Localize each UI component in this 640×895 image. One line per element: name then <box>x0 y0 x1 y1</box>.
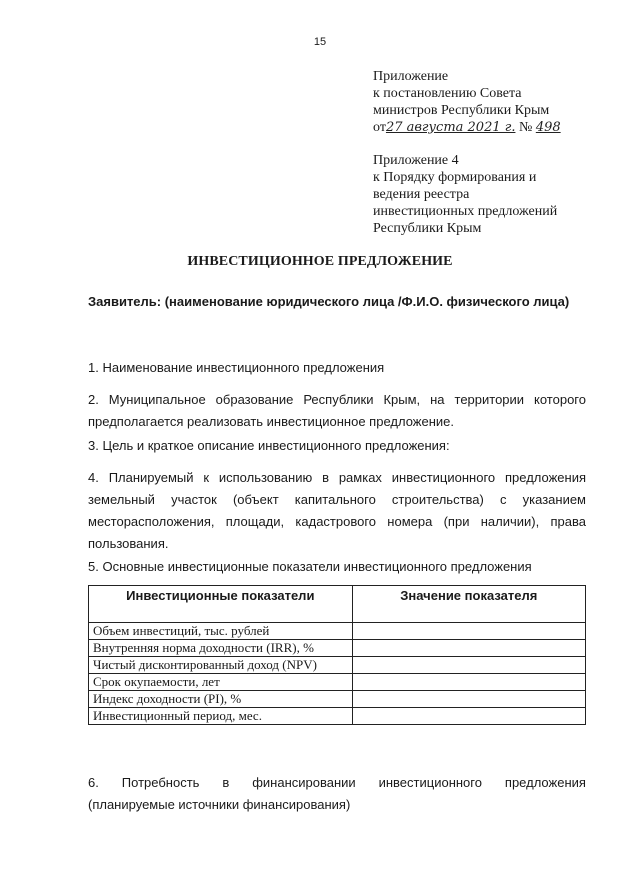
column-header-indicator: Инвестиционные показатели <box>89 586 353 623</box>
item-4: 4. Планируемый к использованию в рамках инвестиционного предложения земельный участок (объект капитального строительства) с указанием месторасположения, площади, кадастрового номера (при наличии), права пользования. <box>88 470 586 551</box>
table-row <box>89 623 586 640</box>
handwritten-number: 498 <box>535 120 561 135</box>
item-6 <box>88 772 586 816</box>
appendix-4 <box>373 152 613 237</box>
appendix-line: инвестиционных предложений <box>373 204 558 219</box>
indicator-value <box>352 623 585 640</box>
indicator-value <box>352 674 585 691</box>
handwritten-date: 27 августа 2021 г. <box>385 120 516 135</box>
indicator-label: Индекс доходности (PI), % <box>89 691 353 708</box>
indicator-label: Срок окупаемости, лет <box>89 674 353 691</box>
item-6-word: финансировании <box>252 775 356 790</box>
item-6-line-2: (планируемые источники финансирования) <box>88 797 351 812</box>
appendix-line: к Порядку формирования и <box>373 170 537 185</box>
indicator-label: Внутренняя норма доходности (IRR), % <box>89 640 353 657</box>
indicator-value <box>352 691 585 708</box>
item-2: 2. Муниципальное образование Республики Крым, на территории которого предполагается реализовать инвестиционное предложение. <box>88 392 586 429</box>
page-number: 15 <box>313 36 327 48</box>
indicator-value <box>352 657 585 674</box>
item-6-word: 6. <box>88 775 99 790</box>
indicator-value <box>352 708 585 725</box>
table-row <box>89 691 586 708</box>
column-header-value: Значение показателя <box>352 586 585 623</box>
item-6-word: инвестиционного <box>378 775 482 790</box>
table-header-row <box>89 586 586 623</box>
appendix-line: Приложение <box>373 69 449 84</box>
appendix-line: министров Республики Крым <box>373 103 550 118</box>
item-3: 3. Цель и краткое описание инвестиционного предложения: <box>88 438 450 453</box>
item-6-word: в <box>222 775 230 790</box>
item-6-line-1 <box>88 772 586 794</box>
item-6-word: Потребность <box>121 775 200 790</box>
appendix-date-line <box>373 119 613 136</box>
table-row <box>89 708 586 725</box>
appendix-line: Республики Крым <box>373 221 482 236</box>
indicator-label: Инвестиционный период, мес. <box>89 708 353 725</box>
indicator-value <box>352 640 585 657</box>
table-row <box>89 640 586 657</box>
table-row <box>89 657 586 674</box>
item-6-word: предложения <box>504 775 586 790</box>
applicant-field: Заявитель: (наименование юридического лица /Ф.И.О. физического лица) <box>88 294 570 309</box>
appendix-line: ведения реестра <box>373 187 470 202</box>
number-prefix: № <box>518 120 533 135</box>
indicator-label: Объем инвестиций, тыс. рублей <box>89 623 353 640</box>
appendix-main <box>373 68 613 136</box>
indicator-label: Чистый дисконтированный доход (NPV) <box>89 657 353 674</box>
table-row <box>89 674 586 691</box>
date-prefix: от <box>373 120 386 135</box>
indicators-table <box>88 585 586 725</box>
appendix-line: Приложение 4 <box>373 153 459 168</box>
item-1: 1. Наименование инвестиционного предложения <box>88 360 385 375</box>
item-5: 5. Основные инвестиционные показатели инвестиционного предложения <box>88 559 532 574</box>
document-title: ИНВЕСТИЦИОННОЕ ПРЕДЛОЖЕНИЕ <box>187 254 453 269</box>
appendix-line: к постановлению Совета <box>373 86 522 101</box>
